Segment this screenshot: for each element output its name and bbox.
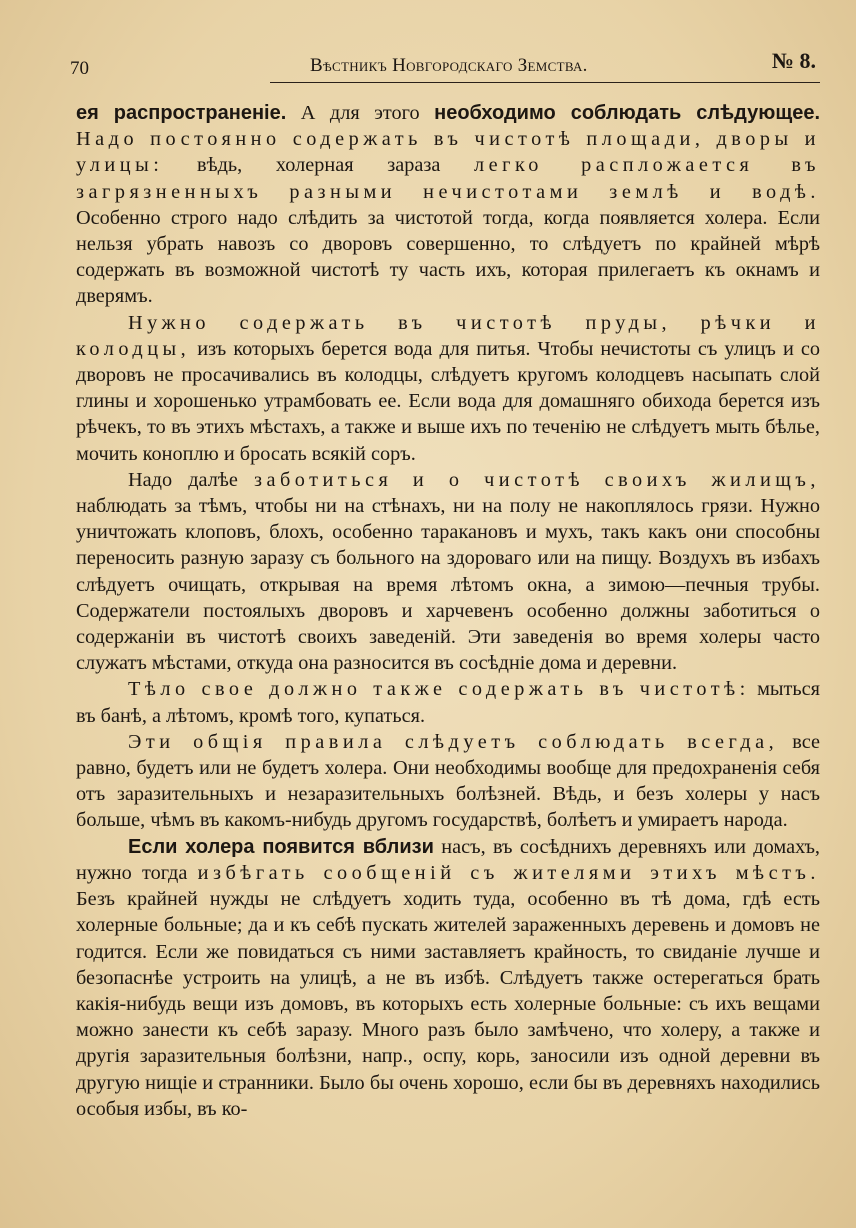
issue-number: № 8.	[771, 48, 816, 73]
text-run: Надо далѣе	[128, 468, 254, 491]
paragraph-4	[76, 676, 820, 728]
text-run: все равно, будетъ или не будетъ холера. Они необходимы вообще для предохраненія себя отъ заразительныхъ и незаразительныхъ болѣзней. Вѣдь, и безъ холеры у насъ больше, чѣмъ въ какомъ-нибудь другомъ государствѣ, болѣетъ и умираетъ народа.	[76, 730, 820, 832]
running-header	[70, 48, 820, 82]
bold-text: ея распространеніе.	[76, 102, 287, 124]
text-run: насъ, въ сосѣднихъ деревняхъ или домахъ, нужно тогда	[76, 835, 820, 884]
spaced-emphasis-text: Эти общія правила слѣдуетъ соблюдать всегда,	[128, 730, 779, 753]
text-run: мыться въ банѣ, а лѣтомъ, кромѣ того, купаться.	[76, 678, 820, 727]
paragraph-6	[76, 834, 820, 1122]
text-run: Особенно строго надо слѣдить за чистотой тогда, когда появляется холера. Если нельзя убрать навозъ со дворовъ совершенно, то слѣдуетъ по крайней мѣрѣ содержать въ возможной чистотѣ ту часть ихъ, которая прилегаетъ къ окнамъ и дверямъ.	[76, 206, 820, 308]
spaced-emphasis-text: Надо постоянно содержать въ чистотѣ площади, дворы и улицы:	[76, 128, 820, 177]
header-rule	[270, 82, 820, 83]
paragraph-3	[76, 467, 820, 677]
text-run: наблюдать за тѣмъ, чтобы ни на стѣнахъ, ни на полу не накоплялось грязи. Нужно уничтожать клоповъ, блохъ, особенно таракановъ и мухъ, такъ какъ они способны переносить разную заразу съ больного на здороваго или на пищу. Воздухъ въ избахъ слѣдуетъ очищать, открывая на время лѣтомъ окна, а зимою—печныя трубы. Содержатели постоялыхъ дворовъ и харчевенъ особенно должны заботиться о содержаніи въ чистотѣ своихъ заведеній. Эти заведенія во время холеры часто служатъ мѣстами, откуда она разносится въ сосѣдніе дома и деревни.	[76, 495, 820, 675]
page-number: 70	[70, 58, 89, 79]
text-run: А для этого	[286, 102, 435, 124]
spaced-emphasis-text: Нужно содержать въ чистотѣ пруды, рѣчки и колодцы,	[76, 311, 820, 360]
text-run: вѣдь, холерная зараза	[163, 154, 475, 177]
bold-text: необходимо соблюдать слѣдующее.	[434, 102, 821, 124]
paragraph-2	[76, 310, 820, 467]
paragraph-5	[76, 729, 820, 834]
spaced-emphasis-text: избѣгать сообщеній съ жителями этихъ мѣстъ.	[197, 861, 820, 884]
spaced-emphasis-text: Тѣло свое должно также содержать въ чистотѣ:	[128, 678, 750, 701]
article-body	[76, 100, 820, 1122]
bold-text: Если холера появится вблизи	[128, 835, 434, 858]
spaced-emphasis-text: легко распложается въ загрязненныхъ разными нечистотами землѣ и водѣ.	[76, 154, 820, 203]
text-run: Безъ крайней нужды не слѣдуетъ ходить туда, особенно въ тѣ дома, гдѣ есть холерные больные; да и къ себѣ пускать жителей зараженныхъ деревень и домовъ не годится. Если же повидаться съ ними заставляетъ крайность, то свиданіе лучше и безопаснѣе устроить на улицѣ, а не въ избѣ. Слѣдуетъ также остерегаться брать какія-нибудь вещи изъ домовъ, въ которыхъ есть холерные больные: съ ихъ вещами можно занести къ себѣ заразу. Много разъ было замѣчено, что холеру, а также и другія заразительныя болѣзни, напр., оспу, корь, заносили изъ одной деревни въ другую нищіе и странники. Было бы очень хорошо, если бы въ деревняхъ находились особыя избы, въ ко-	[76, 888, 820, 1120]
spaced-emphasis-text: заботиться и о чистотѣ своихъ жилищъ,	[253, 468, 820, 491]
paragraph-1	[76, 100, 820, 310]
text-run: изъ которыхъ берется вода для питья. Чтобы нечистоты съ улицъ и со дворовъ не просачивались въ колодцы, слѣдуетъ кругомъ колодцевъ насыпать слой глины и хорошенько утрамбовать ее. Если вода для домашняго обихода берется изъ рѣчекъ, то въ этихъ мѣстахъ, а также и выше ихъ по теченію не слѣдуетъ мыть бѣлье, мочить коноплю и бросать всякій соръ.	[76, 337, 820, 465]
journal-title: Вѣстникъ Новгородскаго Земства.	[310, 55, 588, 76]
